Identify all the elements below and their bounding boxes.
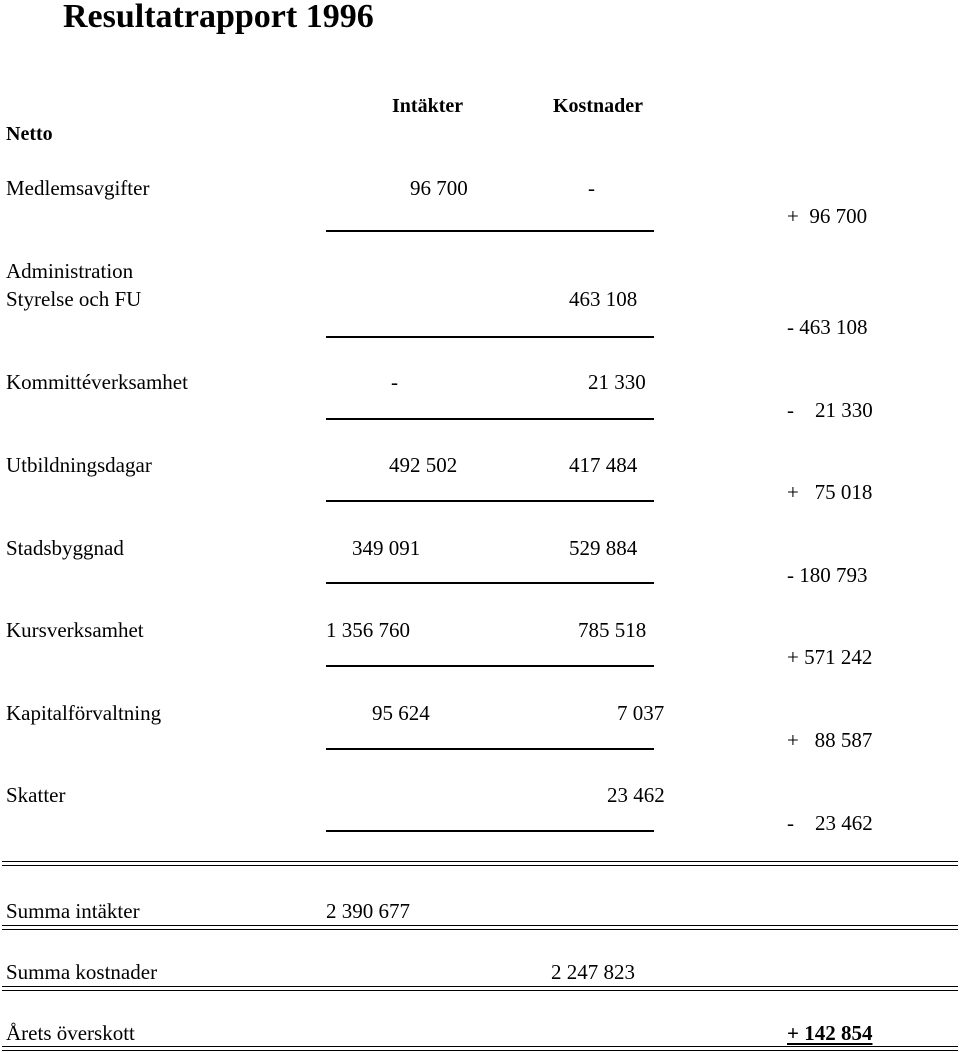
summary-income-label: Summa intäkter [6, 899, 140, 923]
income-value: 95 624 [372, 701, 430, 725]
summary-double-rule [2, 925, 958, 930]
surplus-label: Årets överskott [6, 1021, 135, 1045]
row-label: Kursverksamhet [6, 618, 144, 642]
summary-income-value: 2 390 677 [326, 899, 410, 923]
income-value: 349 091 [352, 536, 421, 560]
cost-value: 21 330 [588, 370, 646, 394]
income-value: - [391, 370, 398, 394]
subtotal-rule [326, 230, 654, 232]
total-double-rule [2, 861, 958, 866]
cost-value: 23 462 [607, 783, 665, 807]
income-column-header: Intäkter [392, 95, 464, 117]
row-label: Styrelse och FU [6, 287, 142, 311]
subtotal-rule [326, 748, 654, 750]
section-heading: Netto [6, 123, 53, 145]
summary-cost-value: 2 247 823 [551, 960, 635, 984]
cost-value: 529 884 [569, 536, 638, 560]
cost-value: 417 484 [569, 453, 638, 477]
income-value: 96 700 [410, 176, 468, 200]
subtotal-rule [326, 336, 654, 338]
summary-cost-label: Summa kostnader [6, 960, 158, 984]
cost-value: 785 518 [578, 618, 647, 642]
row-label: Kommittéverksamhet [6, 370, 188, 394]
cost-value: 463 108 [569, 287, 638, 311]
net-value: - 180 793 [787, 563, 868, 587]
net-value: + 88 587 [787, 728, 873, 752]
row-label: Medlemsavgifter [6, 176, 150, 200]
report-title: Resultatrapport 1996 [63, 0, 374, 35]
subtotal-rule [326, 830, 654, 832]
row-label: Utbildningsdagar [6, 453, 152, 477]
subtotal-rule [326, 582, 654, 584]
group-label: Administration [6, 259, 134, 283]
row-label: Stadsbyggnad [6, 536, 124, 560]
subtotal-rule [326, 665, 654, 667]
row-label: Skatter [6, 783, 66, 807]
income-value: 492 502 [389, 453, 458, 477]
net-value: - 23 462 [787, 811, 873, 835]
cost-value: 7 037 [617, 701, 665, 725]
subtotal-rule [326, 500, 654, 502]
net-value: + 75 018 [787, 480, 873, 504]
cost-column-header: Kostnader [553, 95, 643, 117]
surplus-value: + 142 854 [787, 1021, 873, 1045]
net-value: - 463 108 [787, 315, 868, 339]
net-value: - 21 330 [787, 398, 873, 422]
net-value: + 571 242 [787, 645, 873, 669]
income-value: 1 356 760 [326, 618, 410, 642]
summary-double-rule [2, 986, 958, 991]
subtotal-rule [326, 418, 654, 420]
net-value: + 96 700 [787, 204, 868, 228]
row-label: Kapitalförvaltning [6, 701, 162, 725]
summary-double-rule [2, 1046, 958, 1051]
cost-value: - [588, 176, 595, 200]
